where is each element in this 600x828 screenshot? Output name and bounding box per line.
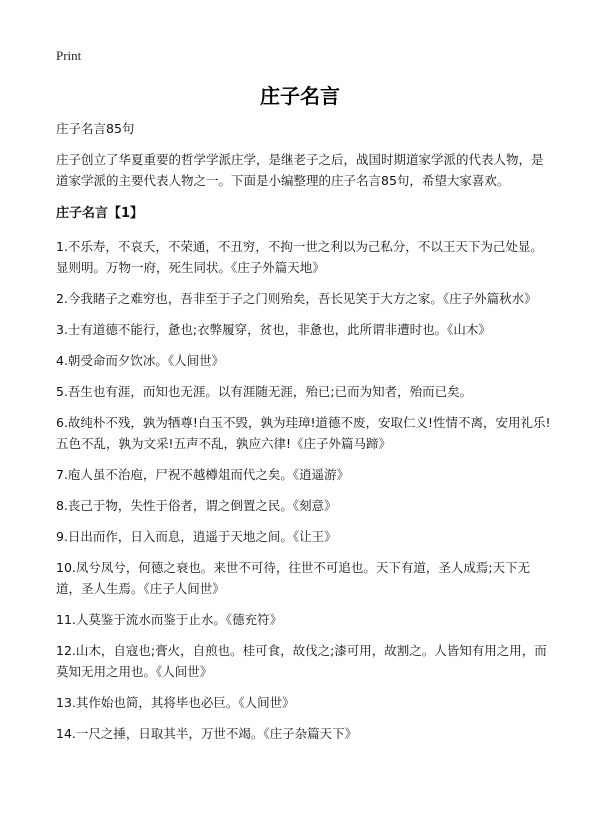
quote-item: 6.故纯朴不残，孰为牺尊!白玉不毁，孰为珪璋!道德不废，安取仁义!性情不离，安用礼乐!五色不乱，孰为文采!五声不乱，孰应六律!《庄子外篇马蹄》 bbox=[56, 415, 551, 451]
quote-item: 5.吾生也有涯，而知也无涯。以有涯随无涯，殆已;已而为知者，殆而已矣。 bbox=[56, 384, 473, 399]
quote-item: 4.朝受命而夕饮冰。《人间世》 bbox=[56, 353, 225, 368]
quote-item: 3.士有道德不能行，惫也;衣弊履穿，贫也，非惫也，此所谓非遭时也。《山木》 bbox=[56, 322, 491, 337]
quote-item: 7.庖人虽不治庖，尸祝不越樽俎而代之矣。《逍遥游》 bbox=[56, 467, 350, 482]
quote-item: 9.日出而作，日入而息，逍遥于天地之间。《让王》 bbox=[56, 529, 337, 544]
article-body bbox=[56, 118, 552, 754]
article-subtitle: 庄子名言85句 bbox=[56, 121, 135, 136]
quote-item: 13.其作始也简，其将毕也必巨。《人间世》 bbox=[56, 695, 295, 710]
quote-item: 14.一尺之捶，日取其半，万世不竭。《庄子杂篇天下》 bbox=[56, 726, 358, 741]
page-title: 庄子名言 bbox=[260, 84, 340, 108]
quote-item: 12.山木，自寇也;膏火，自煎也。桂可食，故伐之;漆可用，故割之。人皆知有用之用，而莫知无用之用也。《人间世》 bbox=[56, 643, 547, 679]
quote-item: 11.人莫鉴于流水而鉴于止水。《德充符》 bbox=[56, 612, 283, 627]
print-link[interactable]: Print bbox=[56, 48, 82, 63]
quote-item: 10.凤兮凤兮，何德之衰也。来世不可待，往世不可追也。天下有道，圣人成焉;天下无道，圣人生焉。《庄子人间世》 bbox=[56, 560, 531, 596]
quote-item: 2.今我睹子之难穷也，吾非至于子之门则殆矣，吾长见笑于大方之家。《庄子外篇秋水》 bbox=[56, 291, 537, 306]
quote-item: 8.丧己于物，失性于俗者，谓之倒置之民。《刻意》 bbox=[56, 498, 337, 513]
intro-paragraph: 庄子创立了华夏重要的哲学学派庄学，是继老子之后，战国时期道家学派的代表人物，是道家学派的主要代表人物之一。下面是小编整理的庄子名言85句，希望大家喜欢。 bbox=[56, 152, 544, 188]
quote-item: 1.不乐寿，不哀夭，不荣通，不丑穷，不拘一世之利以为己私分，不以王天下为己处显。显则明。万物一府，死生同状。《庄子外篇天地》 bbox=[56, 239, 543, 275]
section-heading: 庄子名言【1】 bbox=[56, 206, 144, 221]
